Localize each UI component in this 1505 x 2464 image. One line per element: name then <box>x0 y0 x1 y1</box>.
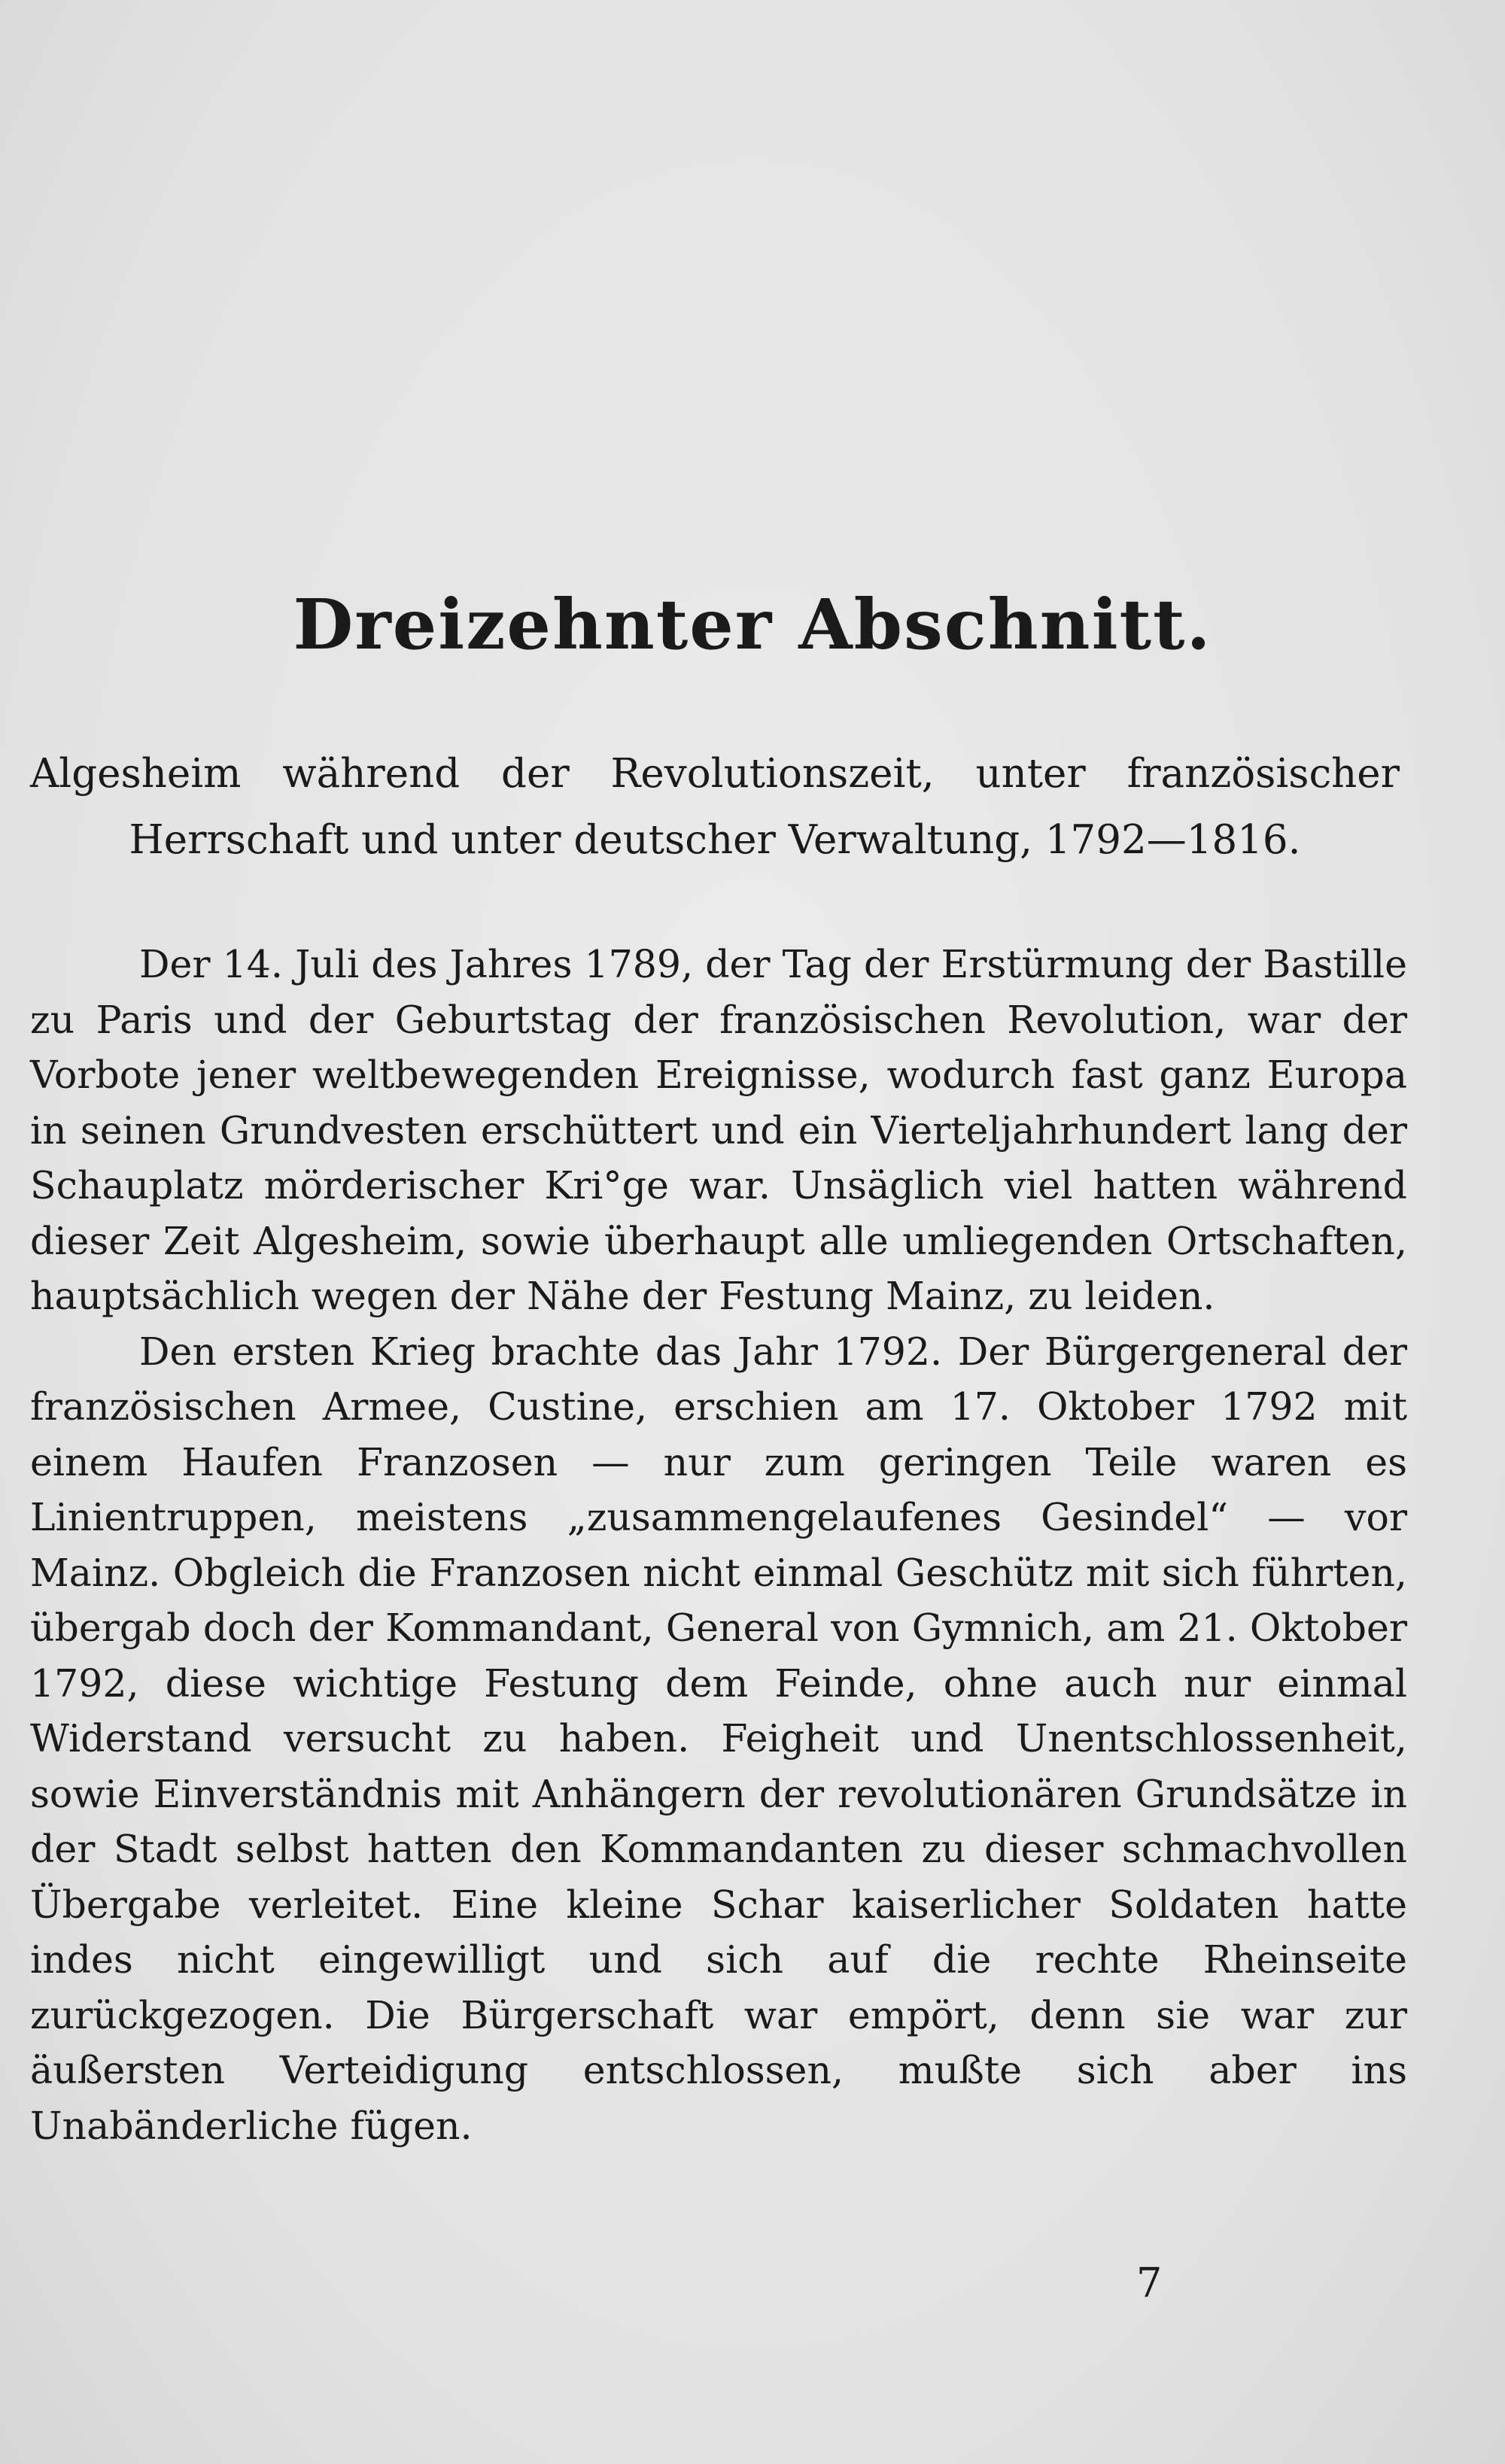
page-number: 7 <box>1136 2259 1163 2307</box>
chapter-title: Dreizehnter Abschnitt. <box>293 584 1212 665</box>
body-text <box>30 937 1407 2153</box>
chapter-subtitle: Algesheim während der Revolutionszeit, unter französischer Herrschaft und unter deutscher Verwaltung, 1792—1816. <box>30 751 1400 863</box>
paragraph: Der 14. Juli des Jahres 1789, der Tag der Erstürmung der Bastille zu Paris und der Geburtstag der französischen Revolution, war der Vorbote jener weltbewegenden Ereignisse, wodurch fast ganz Europa in seinen Grundvesten erschüttert und ein Vierteljahrhundert lang der Schauplatz mörderischer Kri°ge war. Unsäglich viel hatten während dieser Zeit Algesheim, sowie überhaupt alle umliegenden Ortschaften, hauptsächlich wegen der Nähe der Festung Mainz, zu leiden. <box>30 942 1407 1318</box>
paragraph: Den ersten Krieg brachte das Jahr 1792. Der Bürgergeneral der französischen Armee, Custine, erschien am 17. Oktober 1792 mit einem Haufen Franzosen — nur zum geringen Teile waren es Linientruppen, meistens „zusammengelaufenes Gesindel“ — vor Mainz. Obgleich die Franzosen nicht einmal Geschütz mit sich führten, übergab doch der Kommandant, General von Gymnich, am 21. Oktober 1792, diese wichtige Festung dem Feinde, ohne auch nur einmal Widerstand versucht zu haben. Feigheit und Unentschlossenheit, sowie Einverständnis mit Anhängern der revolutionären Grundsätze in der Stadt selbst hatten den Kommandanten zu dieser schmachvollen Übergabe verleitet. Eine kleine Schar kaiserlicher Soldaten hatte indes nicht eingewilligt und sich auf die rechte Rheinseite zurückgezogen. Die Bürgerschaft war empört, denn sie war zur äußersten Verteidigung entschlossen, mußte sich aber ins Unabänderliche fügen. <box>30 1329 1407 2148</box>
